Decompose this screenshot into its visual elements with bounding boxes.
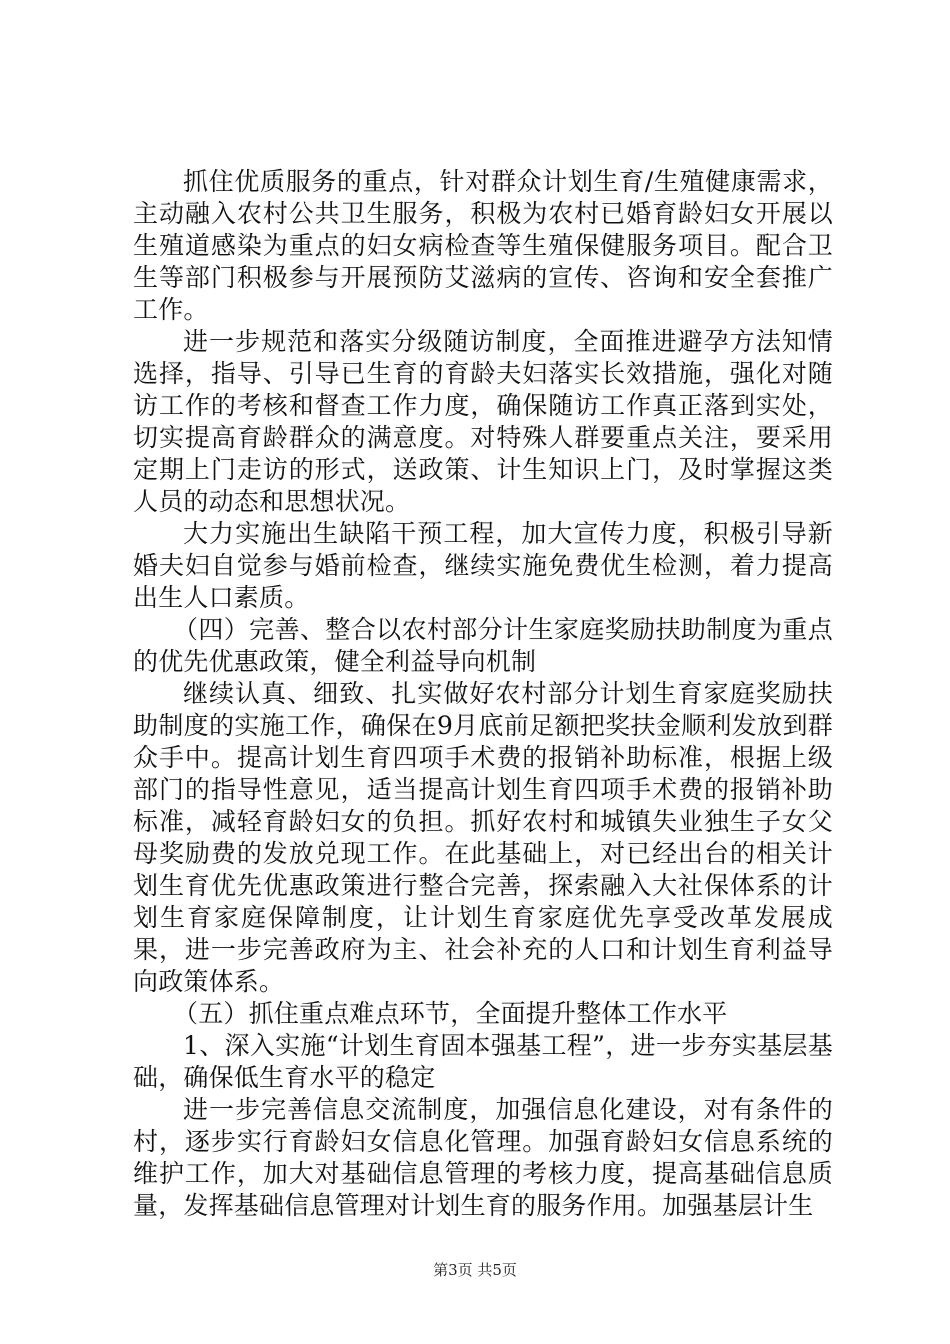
paragraph-quality-service: 抓住优质服务的重点，针对群众计划生育/生殖健康需求，主动融入农村公共卫生服务，积极为农村已婚育龄妇女开展以生殖道感染为重点的妇女病检查等生殖保健服务项目。配合卫生等部门积极参与开展预防艾滋病的宣传、咨询和安全套推广工作。: [133, 167, 833, 324]
paragraph-birth-defect-intervention: 大力实施出生缺陷干预工程，加大宣传力度，积极引导新婚夫妇自觉参与婚前检查，继续实施免费优生检测，着力提高出生人口素质。: [133, 519, 833, 612]
paragraph-follow-up-system: 进一步规范和落实分级随访制度，全面推进避孕方法知情选择，指导、引导已生育的育龄夫妇落实长效措施，强化对随访工作的考核和督查工作力度，确保随访工作真正落到实处，切实提高育龄群众的满意度。对特殊人群要重点关注，要采用定期上门走访的形式，送政策、计生知识上门，及时掌握这类人员的动态和思想状况。: [133, 327, 833, 516]
paragraph-information-management: 进一步完善信息交流制度，加强信息化建设，对有条件的村，逐步实行育龄妇女信息化管理。加强育龄妇女信息系统的维护工作，加大对基础信息管理的考核力度，提高基础信息质量，发挥基础信息管理对计划生育的服务作用。加强基层计生: [133, 1095, 833, 1220]
subsection-heading-1: 1、深入实施“计划生育固本强基工程”，进一步夯实基层基础，确保低生育水平的稳定: [133, 1031, 833, 1092]
paragraph-reward-support: 继续认真、细致、扎实做好农村部分计划生育家庭奖励扶助制度的实施工作，确保在9月底前足额把奖扶金顺利发放到群众手中。提高计划生育四项手术费的报销补助标准，根据上级部门的指导性意见，适当提高计划生育四项手术费的报销补助标准，减轻育龄妇女的负担。抓好农村和城镇失业独生子女父母奖励费的发放兑现工作。在此基础上，对已经出台的相关计划生育优先优惠政策进行整合完善，探索融入大社保体系的计划生育家庭保障制度，让计划生育家庭优先享受改革发展成果，进一步完善政府为主、社会补充的人口和计划生育利益导向政策体系。: [133, 679, 833, 996]
section-heading-4: （四）完善、整合以农村部分计生家庭奖励扶助制度为重点的优先优惠政策，健全利益导向机制: [133, 615, 833, 676]
page-number-footer: 第3页 共5页: [433, 1261, 517, 1279]
document-body: [133, 166, 833, 1222]
section-heading-5: （五）抓住重点难点环节，全面提升整体工作水平: [173, 999, 728, 1028]
